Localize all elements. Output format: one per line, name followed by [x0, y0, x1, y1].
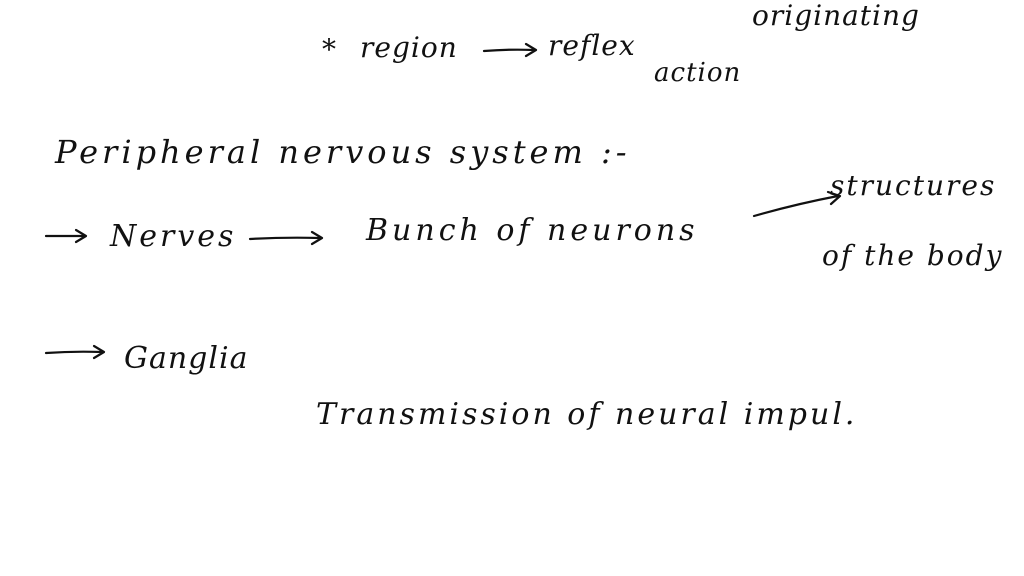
of-the-body-text: of the body	[822, 239, 1004, 272]
ganglia-description: Transmission of neural impul.	[316, 397, 858, 432]
nerves-label: Nerves	[110, 219, 237, 254]
region-to-reflex-arrow	[482, 40, 540, 60]
ganglia-bullet-arrow	[44, 342, 110, 362]
reflex-text: reflex	[548, 29, 636, 62]
region-text: region	[360, 31, 458, 64]
action-text: action	[654, 58, 742, 88]
structures-text: structures	[830, 169, 997, 202]
nerves-to-neurons-arrow	[248, 228, 328, 248]
originating-text: originating	[752, 0, 920, 32]
bullet-star: *	[322, 33, 337, 66]
pns-heading: Peripheral nervous system :-	[55, 133, 631, 171]
nerves-bullet-arrow	[44, 226, 92, 246]
ganglia-label: Ganglia	[124, 341, 249, 376]
nerves-description: Bunch of neurons	[366, 213, 699, 248]
